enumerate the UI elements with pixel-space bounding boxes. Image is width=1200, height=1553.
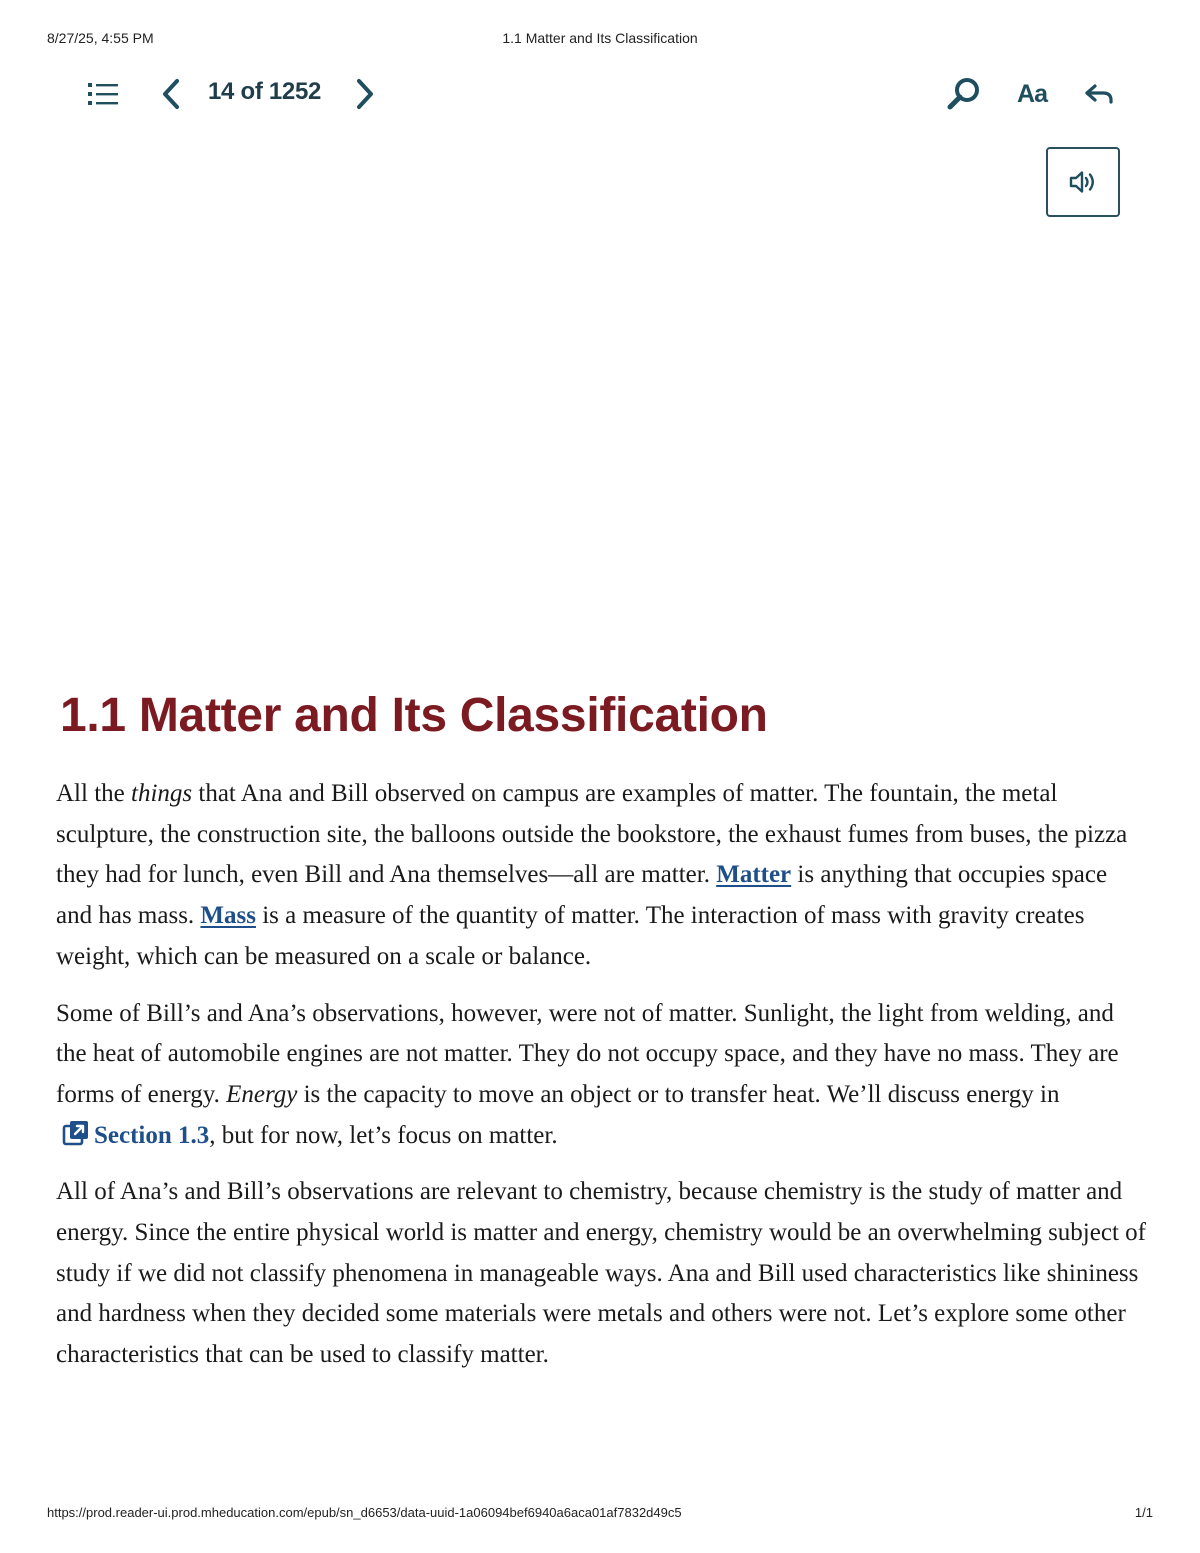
emphasis-things: things	[131, 780, 193, 807]
table-of-contents-button[interactable]	[86, 72, 120, 116]
print-document-title: 1.1 Matter and Its Classification	[502, 30, 698, 46]
external-link-icon	[62, 1120, 90, 1146]
section-1-3-link[interactable]: Section 1.3	[56, 1122, 209, 1149]
speaker-icon	[1068, 169, 1098, 195]
glossary-term-mass[interactable]: Mass	[200, 902, 256, 930]
back-button[interactable]	[1082, 72, 1116, 116]
paragraph-energy: Some of Bill’s and Ana’s observations, however, were not of matter. Sunlight, the light from welding, and the heat of automobile engines are not matter. They do not occupy space, and they have no mass. They are forms of energy. Energy is the capacity to move an object or to transfer heat. We’ll discuss energy inSection 1.3, but for now, let’s focus on matter.	[56, 999, 1119, 1149]
chevron-right-icon	[354, 78, 376, 110]
emphasis-energy: Energy	[226, 1080, 298, 1108]
article-content	[56, 688, 1146, 1376]
print-url: https://prod.reader-ui.prod.mheducation.com/epub/sn_d6653/data-uuid-1a06094bef6940a6aca01af7832d49c5	[47, 1505, 682, 1520]
paragraph-matter-definition: All the things that Ana and Bill observed on campus are examples of matter. The fountain, the metal sculpture, the construction site, the balloons outside the bookstore, the exhaust fumes from buses, the pizza they had for lunch, even Bill and Ana themselves—all are matter. Matter is anything that occupies space and has mass. Mass is a measure of the quantity of matter. The interaction of mass with gravity creates weight, which can be measured on a scale or balance.	[56, 780, 1128, 970]
paragraph-classification: All of Ana’s and Bill’s observations are relevant to chemistry, because chemistry is the study of matter and energy. Since the entire physical world is matter and energy, chemistry would be an overwhelming subject of study if we did not classify phenomena in manageable ways. Ana and Bill used characteristics like shininess and hardness when they decided some materials were metals and others were not. Let’s explore some other characteristics that can be used to classify matter.	[56, 1178, 1146, 1369]
font-size-icon: Aa	[1017, 79, 1047, 108]
search-button[interactable]	[944, 72, 984, 116]
read-aloud-button[interactable]	[1046, 147, 1120, 217]
chevron-left-icon	[160, 78, 182, 110]
print-date: 8/27/25, 4:55 PM	[47, 30, 154, 46]
page-indicator: 14 of 1252	[208, 78, 322, 105]
glossary-term-matter[interactable]: Matter	[716, 861, 792, 889]
next-page-button[interactable]	[352, 72, 378, 116]
search-icon	[946, 76, 982, 112]
previous-page-button[interactable]	[158, 72, 184, 116]
reader-toolbar	[80, 72, 1130, 116]
font-settings-button[interactable]	[1010, 72, 1054, 116]
section-heading: 1.1 Matter and Its Classification	[60, 689, 768, 742]
undo-arrow-icon	[1083, 81, 1115, 107]
print-header	[47, 30, 1153, 48]
print-footer	[47, 1505, 1153, 1523]
list-icon	[87, 81, 119, 107]
print-page-number: 1/1	[1134, 1505, 1153, 1520]
